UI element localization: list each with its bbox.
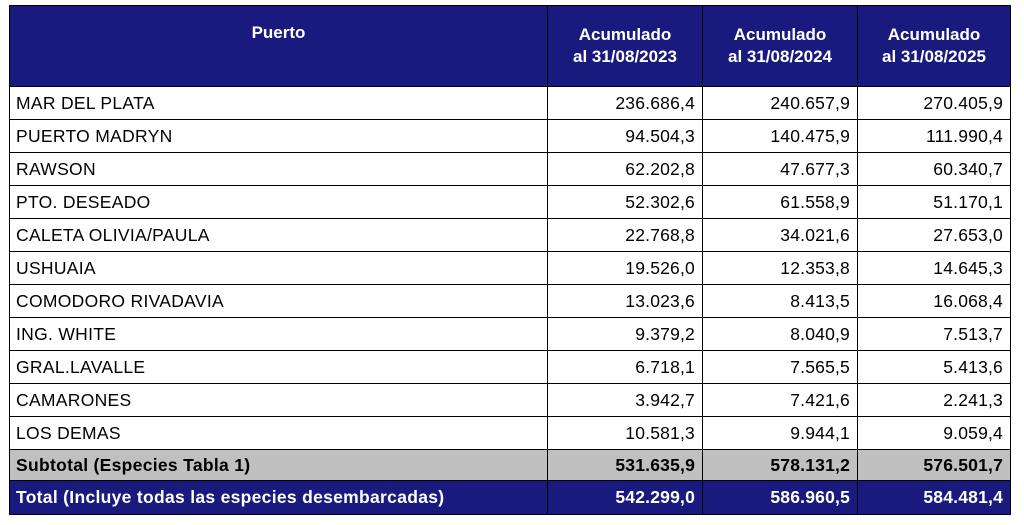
- table-header: [10, 6, 1011, 87]
- header-2023-line2: al 31/08/2023: [573, 47, 677, 66]
- value-2024-cell: 47.677,3: [703, 153, 858, 186]
- value-2025-cell: 14.645,3: [858, 252, 1011, 285]
- value-2024-cell: 8.413,5: [703, 285, 858, 318]
- table-row: [10, 153, 1011, 186]
- table-row: [10, 252, 1011, 285]
- value-2024-cell: 7.565,5: [703, 351, 858, 384]
- total-2025: 584.481,4: [858, 481, 1011, 515]
- port-cell: COMODORO RIVADAVIA: [10, 285, 548, 318]
- table-row: [10, 351, 1011, 384]
- total-row: [10, 481, 1011, 515]
- port-cell: USHUAIA: [10, 252, 548, 285]
- table-row: [10, 417, 1011, 450]
- value-2025-cell: 16.068,4: [858, 285, 1011, 318]
- port-cell: CALETA OLIVIA/PAULA: [10, 219, 548, 252]
- table-row: [10, 219, 1011, 252]
- value-2024-cell: 61.558,9: [703, 186, 858, 219]
- table-body: [10, 87, 1011, 515]
- port-cell: PUERTO MADRYN: [10, 120, 548, 153]
- header-row: [10, 6, 1011, 87]
- subtotal-label: Subtotal (Especies Tabla 1): [10, 450, 548, 481]
- value-2023-cell: 9.379,2: [548, 318, 703, 351]
- table-row: [10, 186, 1011, 219]
- table-row: [10, 318, 1011, 351]
- value-2024-cell: 9.944,1: [703, 417, 858, 450]
- value-2024-cell: 34.021,6: [703, 219, 858, 252]
- value-2024-cell: 8.040,9: [703, 318, 858, 351]
- subtotal-2025: 576.501,7: [858, 450, 1011, 481]
- table-row: [10, 285, 1011, 318]
- landings-table: [9, 5, 1011, 515]
- value-2025-cell: 270.405,9: [858, 87, 1011, 120]
- port-cell: ING. WHITE: [10, 318, 548, 351]
- value-2023-cell: 19.526,0: [548, 252, 703, 285]
- total-label: Total (Incluye todas las especies desembarcadas): [10, 481, 548, 515]
- value-2024-cell: 240.657,9: [703, 87, 858, 120]
- value-2025-cell: 5.413,6: [858, 351, 1011, 384]
- value-2024-cell: 140.475,9: [703, 120, 858, 153]
- value-2025-cell: 60.340,7: [858, 153, 1011, 186]
- total-2024: 586.960,5: [703, 481, 858, 515]
- port-cell: RAWSON: [10, 153, 548, 186]
- value-2023-cell: 3.942,7: [548, 384, 703, 417]
- value-2025-cell: 111.990,4: [858, 120, 1011, 153]
- port-cell: LOS DEMAS: [10, 417, 548, 450]
- header-2023-line1: Acumulado: [578, 25, 672, 44]
- value-2023-cell: 13.023,6: [548, 285, 703, 318]
- value-2023-cell: 22.768,8: [548, 219, 703, 252]
- subtotal-row: [10, 450, 1011, 481]
- table-row: [10, 87, 1011, 120]
- header-2024-line2: al 31/08/2024: [728, 47, 832, 66]
- value-2025-cell: 51.170,1: [858, 186, 1011, 219]
- value-2023-cell: 236.686,4: [548, 87, 703, 120]
- table-row: [10, 384, 1011, 417]
- table-row: [10, 120, 1011, 153]
- subtotal-2024: 578.131,2: [703, 450, 858, 481]
- value-2024-cell: 12.353,8: [703, 252, 858, 285]
- value-2025-cell: 2.241,3: [858, 384, 1011, 417]
- value-2025-cell: 7.513,7: [858, 318, 1011, 351]
- value-2023-cell: 62.202,8: [548, 153, 703, 186]
- header-2025-line1: Acumulado: [887, 25, 981, 44]
- port-cell: MAR DEL PLATA: [10, 87, 548, 120]
- port-cell: CAMARONES: [10, 384, 548, 417]
- value-2023-cell: 52.302,6: [548, 186, 703, 219]
- total-2023: 542.299,0: [548, 481, 703, 515]
- value-2024-cell: 7.421,6: [703, 384, 858, 417]
- value-2023-cell: 94.504,3: [548, 120, 703, 153]
- port-cell: PTO. DESEADO: [10, 186, 548, 219]
- header-2024-line1: Acumulado: [733, 25, 827, 44]
- header-2023: [548, 6, 703, 87]
- header-2025: [858, 6, 1011, 87]
- value-2023-cell: 10.581,3: [548, 417, 703, 450]
- header-2025-line2: al 31/08/2025: [882, 47, 986, 66]
- header-port: Puerto: [10, 6, 548, 87]
- header-2024: [703, 6, 858, 87]
- value-2025-cell: 9.059,4: [858, 417, 1011, 450]
- port-cell: GRAL.LAVALLE: [10, 351, 548, 384]
- value-2025-cell: 27.653,0: [858, 219, 1011, 252]
- value-2023-cell: 6.718,1: [548, 351, 703, 384]
- subtotal-2023: 531.635,9: [548, 450, 703, 481]
